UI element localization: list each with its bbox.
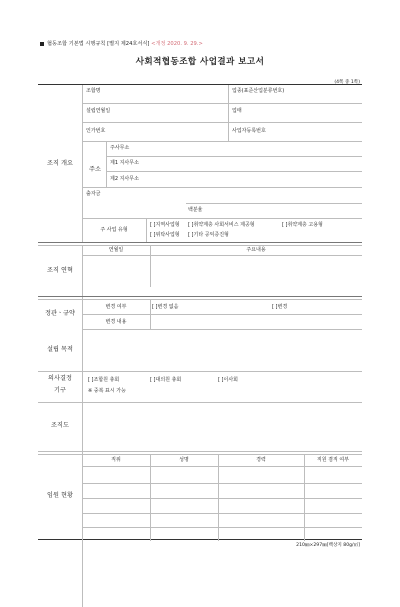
field-capital: 출자금 bbox=[86, 191, 101, 197]
bylaws-changed-option[interactable]: [ ]변경 bbox=[272, 304, 288, 310]
form-header-text: 협동조합 기본법 시행규칙 [별지 제24호서식] bbox=[47, 41, 150, 47]
section-label-orgchart: 조직도 bbox=[51, 422, 69, 429]
biz-type-regional[interactable]: [ ]지역사업형 bbox=[150, 222, 180, 228]
biz-type-label: 주 사업 유형 bbox=[100, 227, 128, 233]
section-label-purpose: 설립 목적 bbox=[47, 346, 73, 353]
biz-type-public-interest[interactable]: [ ]기타 공익증진형 bbox=[188, 232, 229, 238]
section-label-officers: 임원 현황 bbox=[47, 492, 73, 499]
bullet-square-icon bbox=[40, 42, 44, 46]
form-header bbox=[40, 40, 203, 47]
address-column-divider bbox=[106, 141, 107, 187]
section-label-bylaws: 정관ㆍ규약 bbox=[45, 310, 75, 317]
decision-note: ※ 중복 표시 가능 bbox=[88, 388, 126, 394]
field-biz-reg-no: 사업자등록번호 bbox=[232, 128, 266, 134]
biz-type-consignment[interactable]: [ ]위탁사업형 bbox=[150, 232, 180, 238]
bylaws-content-label: 변경 내용 bbox=[105, 319, 127, 325]
decision-option-delegates-assembly[interactable]: [ ]대의원 총회 bbox=[150, 377, 182, 383]
section-label-decision-2: 기구 bbox=[54, 387, 66, 394]
address-label: 주소 bbox=[89, 166, 101, 173]
bylaws-no-change-option[interactable]: [ ]변경 없음 bbox=[152, 304, 179, 310]
paper-spec-footer: 210㎜×297㎜[백상지 80g/㎡] bbox=[296, 543, 360, 548]
decision-option-board[interactable]: [ ]이사회 bbox=[218, 377, 238, 383]
biz-type-employment[interactable]: [ ]취약계층 고용형 bbox=[282, 222, 323, 228]
officers-col-name: 성명 bbox=[179, 457, 189, 463]
history-column-divider bbox=[150, 245, 151, 287]
org-column-divider bbox=[228, 85, 229, 141]
field-main-office: 주사무소 bbox=[110, 145, 130, 151]
field-industry: 업종(표준산업분류번호) bbox=[232, 88, 285, 94]
field-business-type: 업태 bbox=[232, 108, 242, 114]
officers-col-position: 직위 bbox=[111, 457, 121, 463]
bylaws-change-label: 변경 여부 bbox=[105, 304, 127, 310]
page-title: 사회적협동조합 사업결과 보고서 bbox=[135, 57, 265, 67]
biz-type-social-service[interactable]: [ ]취약계층 사회서비스 제공형 bbox=[188, 222, 255, 228]
field-license-no: 인가번호 bbox=[86, 128, 106, 134]
section-label-org: 조직 개요 bbox=[47, 160, 73, 167]
field-ratio: 백분율 bbox=[188, 207, 203, 213]
section-label-history: 조직 연혁 bbox=[47, 267, 73, 274]
field-founded: 설립연월일 bbox=[86, 108, 111, 114]
report-form-table bbox=[38, 84, 362, 540]
biz-type-divider bbox=[146, 218, 147, 242]
field-branch-1: 제1 지사무소 bbox=[110, 160, 139, 166]
history-col-content: 주요내용 bbox=[246, 247, 266, 253]
field-org-name: 조합명 bbox=[86, 88, 101, 94]
revision-date: <개정 2020. 9. 29.> bbox=[151, 41, 203, 47]
field-branch-2: 제2 지사무소 bbox=[110, 176, 139, 182]
page-info: (4쪽 중 1쪽) bbox=[334, 80, 360, 85]
decision-option-general-assembly[interactable]: [ ]조합원 총회 bbox=[88, 377, 120, 383]
officers-col-career: 경력 bbox=[256, 457, 266, 463]
officers-col-concurrent: 직원 겸직 여부 bbox=[316, 457, 350, 463]
history-col-date: 연월일 bbox=[108, 247, 124, 253]
section-label-decision: 의사결정 bbox=[48, 375, 72, 382]
